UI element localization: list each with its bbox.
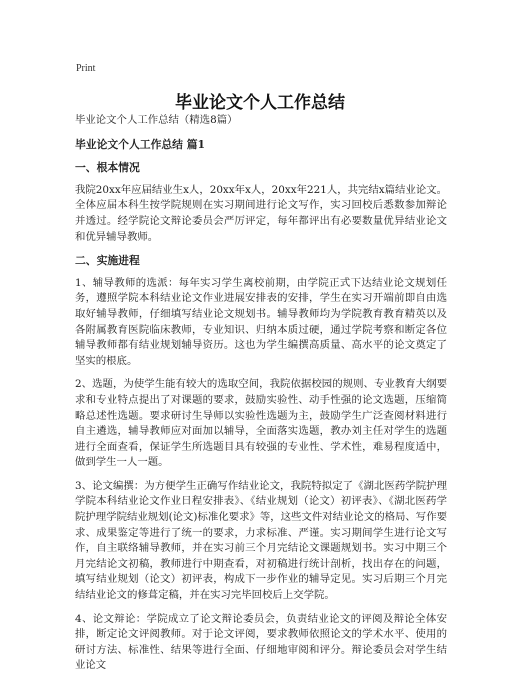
paragraph-basic-info: 我院20xx年应届结业生x人，20xx年x人，20xx年221人，共完结x篇结业论文。全体应届本科生按学院规则在实习期间进行论文写作，实习回校后悉数参加辩论并透过。经学院论文辩论委员会严厉评定，每年都评出有必要数量优异结业论文和优异辅导教师。 xyxy=(75,183,448,243)
paragraph-thesis-defense: 4、论文辩论：学院成立了论文辩论委员会，负责结业论文的评阅及辩论全体安排，断定论文评阅教师。对于论文评阅，要求教师依照论文的学术水平、使用的研讨方法、标准性、结果等进行全面、仔细地审阅和评分。辩论委员会对学生结业论文 xyxy=(75,612,447,672)
section-heading-basic-info: 一、根本情况 xyxy=(75,161,140,175)
section-heading-process: 二、实施进程 xyxy=(75,254,140,268)
article-heading: 毕业论文个人工作总结 篇1 xyxy=(75,137,206,151)
document-title: 毕业论文个人工作总结 xyxy=(175,93,345,113)
paragraph-topic-selection: 2、选题，为使学生能有较大的选取空间，我院依据校园的规则、专业教育大纲要求和专业特点提出了对课题的要求，鼓励实验性、动手性强的论文选题，压缩简略总述性选题。要求研讨生导师以实验性选题为主，鼓励学生广泛查阅材料进行自主遴选，辅导教师应对面加以辅导，全面落实选题，教办刘主任对学生的选题进行全面查看，保证学生所选题目具有较强的专业性、学术性，难易程度适中，做到学生一人一题。 xyxy=(75,378,447,469)
document-subtitle: 毕业论文个人工作总结（精选8篇） xyxy=(75,114,238,126)
paragraph-advisor-selection: 1、辅导教师的选派：每年实习学生离校前期，由学院正式下达结业论文规划任务，遵照学院本科结业论文作业进展安排表的安排，学生在实习开端前即自由选取好辅导教师，仔细填写结业论文规划书。辅导教师均为学院教育教育精英以及各附属教育医院临床教师，专业知识、归纳本质过硬，通过学院考察和断定各位辅导教师都有结业规划辅导资历。这也为学生编撰高质量、高水平的论文奠定了坚实的根底。 xyxy=(75,276,447,367)
document-body xyxy=(75,113,447,682)
paragraph-thesis-writing: 3、论文编撰：为方便学生正确写作结业论文，我院特拟定了《湖北医药学院护理学院本科结业论文作业日程安排表》、《结业规划（论文）初评表》、《湖北医药学院护理学院结业规划(论文)标准化要求》等，这些文件对结业论文的格局、写作要求、成果鉴定等进行了统一的要求，力求标准、严谨。实习期间学生进行论文写作，自主联络辅导教师，并在实习前三个月完结论文课题规划书。实习中期三个月完结论文初稿，教师进行中期查看，对初稿进行统计剖析，找出存在的问题，填写结业规划（论文）初评表，构成下一步作业的辅导定见。实习后期三个月完结结业论文的修葺定稿，并在实习完毕回校后上交学院。 xyxy=(75,479,447,602)
print-link[interactable]: Print xyxy=(76,63,96,74)
